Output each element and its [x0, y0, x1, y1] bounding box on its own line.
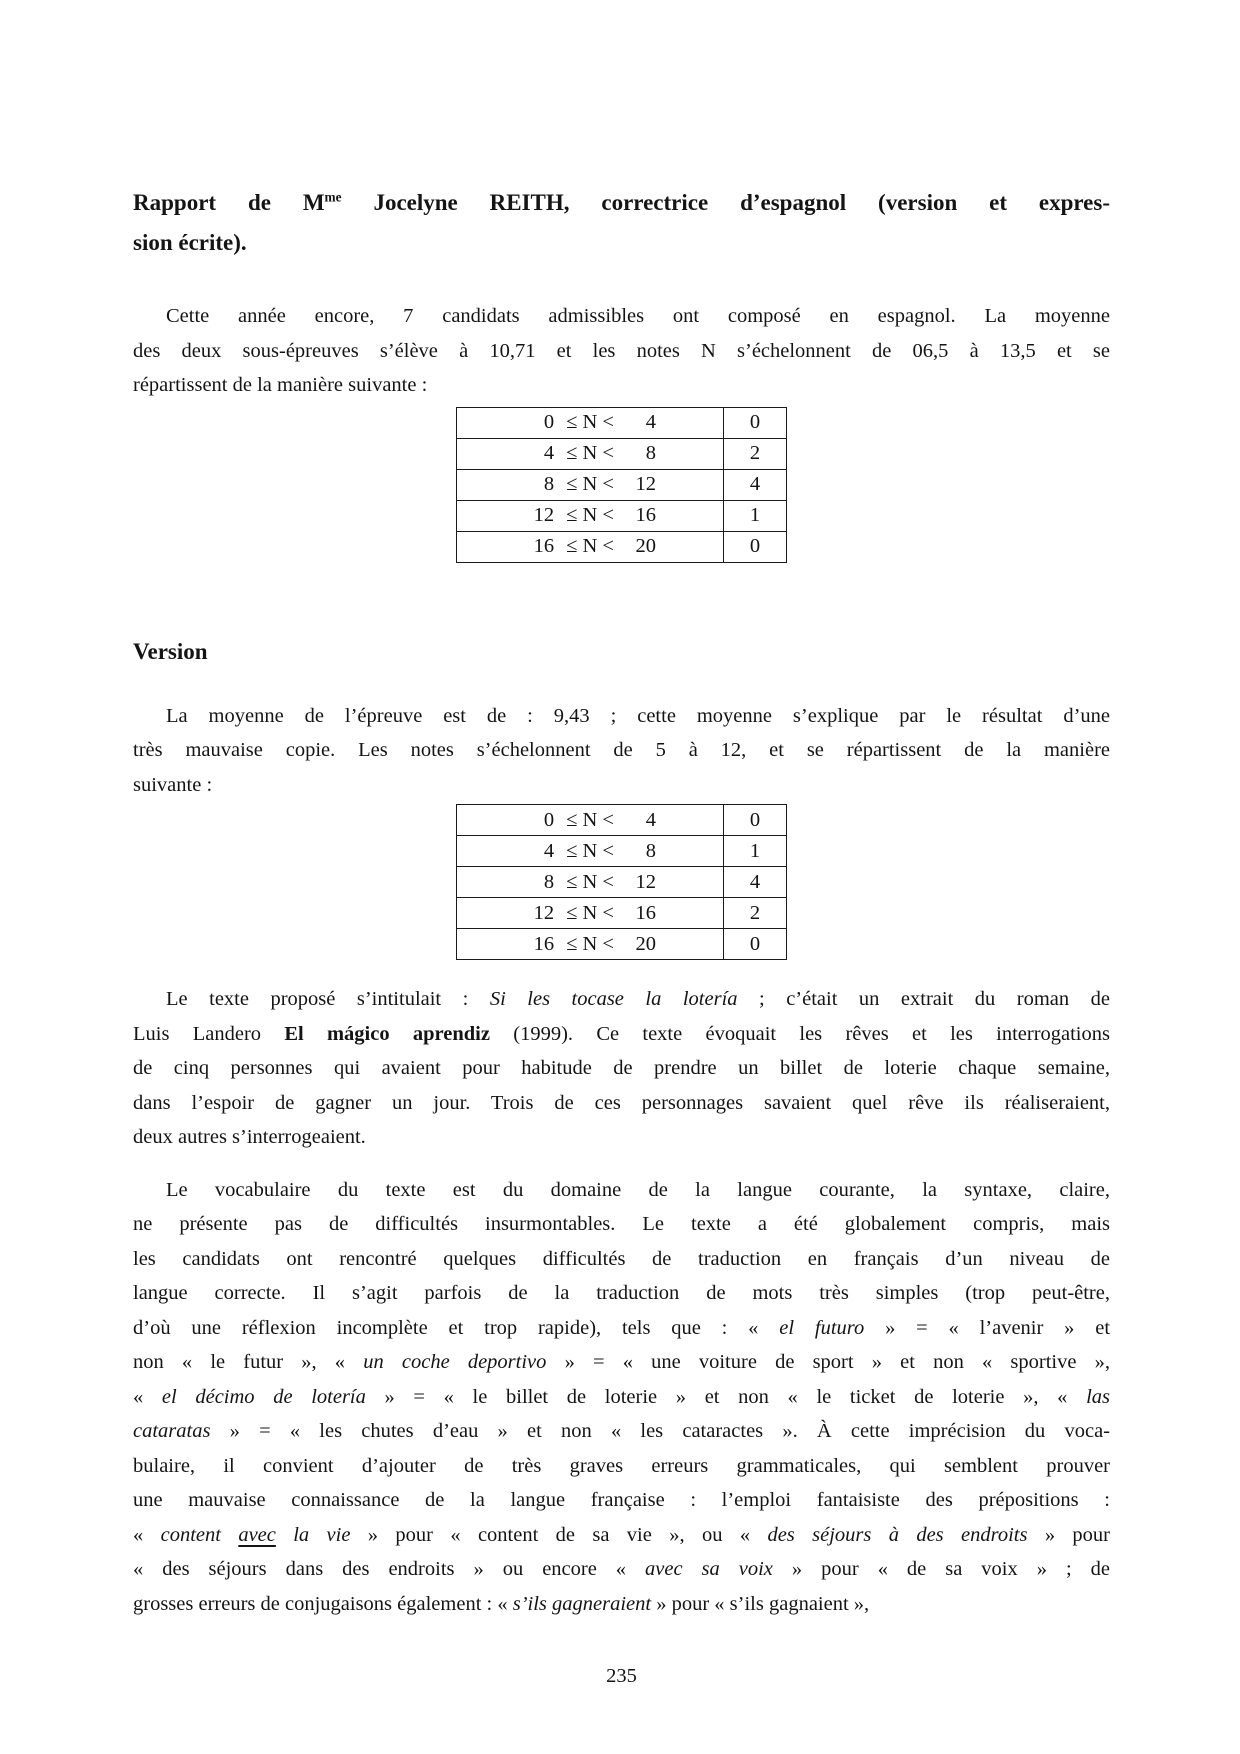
text-line: Cette année encore, 7 candidats admissibles ont composé en espagnol. La moyenne [166, 305, 1110, 327]
text-line [133, 1345, 1110, 1380]
count-cell: 2 [724, 898, 787, 929]
range-comparator: ≤ N < [566, 504, 614, 526]
text-segment: » pour « content de sa vie », ou « [350, 1523, 768, 1546]
text-segment: Jocelyne REITH, correctrice d’espagnol (version et expres- [341, 190, 1110, 215]
table-row [457, 469, 787, 500]
version-heading: Version [133, 638, 208, 664]
text-segment: Le texte proposé s’intitulait : [166, 988, 490, 1010]
text-segment: » = « les chutes d’eau » et non « les cataractes ». À cette imprécision du voca- [210, 1420, 1110, 1442]
text-segment-italic: avec sa voix [645, 1558, 773, 1580]
text-segment-italic: Si les tocase la lotería [489, 988, 738, 1010]
text-line [133, 1311, 1110, 1346]
text-segment-italic: el décimo de lotería [161, 1385, 366, 1408]
count-cell: 0 [724, 407, 787, 438]
range-high-bound: 16 [635, 901, 656, 924]
count-cell: 0 [724, 929, 787, 960]
count-cell: 4 [724, 867, 787, 898]
count-cell: 4 [724, 469, 787, 500]
count-cell: 1 [724, 836, 787, 867]
range-low-bound: 16 [533, 932, 555, 955]
text-line: très mauvaise copie. Les notes s’échelonnent de 5 à 12, et se répartissent de la manière [133, 739, 1110, 761]
table-row [457, 500, 787, 531]
table-row [457, 836, 787, 867]
text-line: une mauvaise connaissance de la langue française : l’emploi fantaisiste des prépositions : [133, 1489, 1110, 1511]
table-row [457, 531, 787, 562]
text-segment-italic: un coche deportivo [363, 1351, 547, 1373]
superscript-mme: me [324, 189, 342, 205]
text-line: suivante : [133, 773, 213, 796]
range-comparator: ≤ N < [566, 442, 614, 464]
range-high-bound: 4 [645, 808, 656, 831]
range-low-bound: 0 [543, 411, 555, 433]
text-segment-italic: la vie [275, 1523, 351, 1546]
overall-grade-distribution-table [456, 407, 787, 563]
text-segment: » pour [1027, 1523, 1111, 1546]
range-high-bound: 16 [635, 504, 656, 526]
range-comparator: ≤ N < [566, 411, 614, 433]
text-line: deux autres s’interrogeaient. [133, 1126, 366, 1148]
range-low-bound: 12 [533, 901, 555, 924]
range-high-bound: 20 [635, 932, 656, 955]
text-segment: « [133, 1385, 162, 1408]
table-row [457, 898, 787, 929]
intro-paragraph [133, 299, 1110, 403]
range-cell [457, 531, 724, 562]
range-comparator: ≤ N < [566, 901, 614, 924]
range-cell [457, 898, 724, 929]
text-line [133, 1518, 1110, 1553]
text-segment: grosses erreurs de conjugaisons également : « [133, 1592, 513, 1615]
text-segment: (1999). Ce texte évoquait les rêves et les interrogations [489, 1022, 1110, 1045]
text-line: langue correcte. Il s’agit parfois de la traduction de mots très simples (trop peut-être, [133, 1282, 1110, 1304]
text-line [133, 1017, 1110, 1052]
range-cell [457, 407, 724, 438]
text-line [133, 1552, 1110, 1587]
text-line: Le vocabulaire du texte est du domaine de la langue courante, la syntaxe, claire, [166, 1178, 1110, 1201]
text-line: des deux sous-épreuves s’élève à 10,71 et les notes N s’échelonnent de 06,5 à 13,5 et se [133, 339, 1110, 362]
range-high-bound: 8 [645, 442, 656, 464]
range-comparator: ≤ N < [566, 870, 614, 893]
text-segment: » pour « s’ils gagnaient », [651, 1592, 870, 1615]
text-segment-italic: s’ils gagneraient [512, 1592, 652, 1615]
text-segment: non « le futur », « [133, 1351, 364, 1373]
range-high-bound: 4 [645, 411, 656, 433]
table-row [457, 438, 787, 469]
text-description-paragraph [133, 982, 1110, 1155]
range-high-bound: 8 [645, 839, 656, 862]
text-line: La moyenne de l’épreuve est de : 9,43 ; cette moyenne s’explique par le résultat d’une [166, 704, 1110, 727]
range-low-bound: 4 [543, 442, 555, 464]
text-segment-italic: el futuro [779, 1316, 865, 1339]
text-segment-bold: El mágico aprendiz [284, 1022, 490, 1045]
count-cell: 2 [724, 438, 787, 469]
table-row [457, 929, 787, 960]
text-line: les candidats ont rencontré quelques difficultés de traduction en français d’un niveau de [133, 1247, 1110, 1270]
report-title-line-2: sion écrite). [133, 230, 247, 255]
vocabulary-errors-paragraph [133, 1173, 1110, 1622]
report-title [133, 183, 1110, 263]
range-comparator: ≤ N < [566, 932, 614, 955]
text-block [133, 0, 1110, 1688]
text-line: de cinq personnes qui avaient pour habitude de prendre un billet de loterie chaque semaine, [133, 1057, 1110, 1079]
range-comparator: ≤ N < [566, 473, 614, 495]
text-segment: » = « une voiture de sport » et non « sportive », [546, 1351, 1110, 1373]
text-segment: d’où une réflexion incomplète et trop rapide), tels que : « [133, 1316, 780, 1339]
range-low-bound: 12 [533, 504, 555, 526]
text-line: dans l’espoir de gagner un jour. Trois de ces personnages savaient quel rêve ils réaliseraient, [133, 1091, 1110, 1114]
range-comparator: ≤ N < [566, 839, 614, 862]
text-segment: Rapport de M [133, 190, 325, 215]
range-cell [457, 929, 724, 960]
text-segment-italic-underline: avec [238, 1523, 276, 1546]
page-number: 235 [606, 1665, 637, 1687]
range-high-bound: 12 [635, 870, 656, 893]
text-line: bulaire, il convient d’ajouter de très graves erreurs grammaticales, qui semblent prouver [133, 1454, 1110, 1477]
version-grade-distribution-table [456, 804, 787, 960]
text-segment: » = « l’avenir » et [864, 1316, 1111, 1339]
range-low-bound: 8 [543, 870, 555, 893]
version-average-paragraph [133, 699, 1110, 803]
text-segment: Luis Landero [133, 1022, 285, 1045]
table-row [457, 805, 787, 836]
range-low-bound: 0 [543, 808, 555, 831]
range-comparator: ≤ N < [566, 808, 614, 831]
text-line: ne présente pas de difficultés insurmontables. Le texte a été globalement compris, mais [133, 1213, 1110, 1235]
text-segment: « [133, 1523, 161, 1546]
count-cell: 0 [724, 531, 787, 562]
text-line [133, 1587, 1110, 1622]
range-low-bound: 16 [533, 535, 555, 557]
range-high-bound: 20 [635, 535, 656, 557]
text-line [133, 982, 1110, 1017]
report-title-line-1 [133, 183, 1110, 223]
range-low-bound: 4 [543, 839, 555, 862]
range-cell [457, 836, 724, 867]
range-cell [457, 867, 724, 898]
range-high-bound: 12 [635, 473, 656, 495]
text-segment: » pour « de sa voix » ; de [772, 1558, 1110, 1580]
text-line [133, 1414, 1110, 1449]
text-segment-italic: las [1086, 1385, 1110, 1408]
text-line [133, 1380, 1110, 1415]
text-segment: ; c’était un extrait du roman de [737, 988, 1110, 1010]
text-segment-italic: cataratas [133, 1420, 211, 1442]
range-cell [457, 500, 724, 531]
text-segment-italic: des séjours à des endroits [767, 1523, 1028, 1546]
text-line: répartissent de la manière suivante : [133, 374, 428, 396]
range-cell [457, 438, 724, 469]
count-cell: 0 [724, 805, 787, 836]
range-comparator: ≤ N < [566, 535, 614, 557]
text-segment: » = « le billet de loterie » et non « le ticket de loterie », « [365, 1385, 1087, 1408]
table-row [457, 867, 787, 898]
range-low-bound: 8 [543, 473, 555, 495]
range-cell [457, 469, 724, 500]
text-segment-italic: content [160, 1523, 239, 1546]
range-cell [457, 805, 724, 836]
count-cell: 1 [724, 500, 787, 531]
text-segment: « des séjours dans des endroits » ou encore « [133, 1558, 646, 1580]
table-row [457, 407, 787, 438]
